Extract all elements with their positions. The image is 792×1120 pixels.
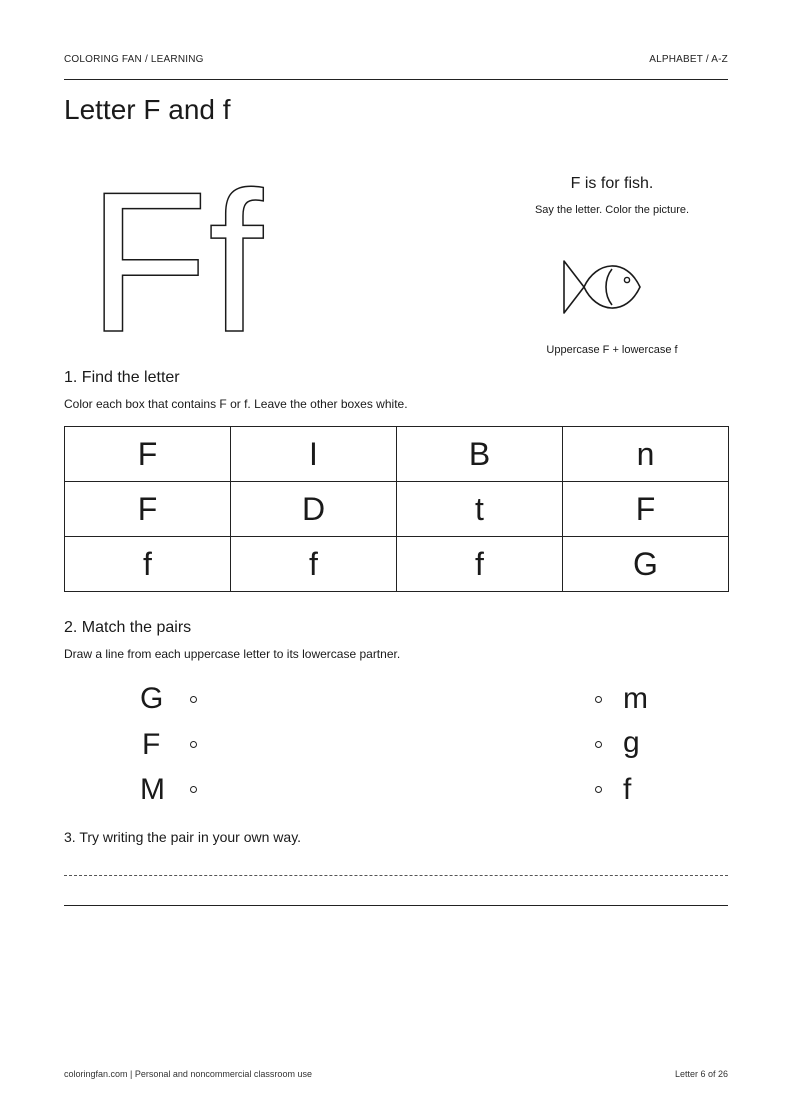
- header-site-label: COLORING FAN / LEARNING: [64, 54, 204, 65]
- grid-cell[interactable]: f: [65, 537, 231, 592]
- grid-row: [65, 537, 729, 592]
- grid-cell[interactable]: n: [563, 427, 729, 482]
- header-divider: [64, 79, 728, 80]
- section1-title: 1. Find the letter: [64, 369, 180, 386]
- match-right-letter: f: [623, 773, 632, 806]
- section3-title: 3. Try writing the pair in your own way.: [64, 829, 302, 845]
- grid-cell[interactable]: f: [397, 537, 563, 592]
- grid-cell[interactable]: D: [231, 482, 397, 537]
- header-category-label: ALPHABET / A-Z: [649, 54, 728, 65]
- fish-note: Uppercase F + lowercase f: [546, 344, 678, 356]
- grid-cell[interactable]: B: [397, 427, 563, 482]
- footer-site-note: coloringfan.com | Personal and noncommercial classroom use: [64, 1069, 312, 1079]
- match-right-letter: m: [623, 682, 648, 715]
- grid-cell[interactable]: f: [231, 537, 397, 592]
- grid-row: [65, 427, 729, 482]
- outline-letters-ff: [86, 176, 286, 341]
- match-right-dot[interactable]: [595, 741, 602, 748]
- grid-cell[interactable]: F: [65, 482, 231, 537]
- grid-row: [65, 482, 729, 537]
- writing-baseline[interactable]: [64, 905, 728, 906]
- grid-cell[interactable]: F: [65, 427, 231, 482]
- find-letter-grid: [64, 426, 729, 592]
- match-left-letter: F: [142, 728, 161, 761]
- section1-instruction: Color each box that contains F or f. Leave the other boxes white.: [64, 397, 408, 411]
- fish-instruction: Say the letter. Color the picture.: [534, 204, 690, 216]
- match-right-dot[interactable]: [595, 786, 602, 793]
- grid-cell[interactable]: G: [563, 537, 729, 592]
- fish-icon: [560, 255, 644, 319]
- grid-cell[interactable]: t: [397, 482, 563, 537]
- grid-cell[interactable]: I: [231, 427, 397, 482]
- section2-title: 2. Match the pairs: [64, 619, 192, 636]
- footer-page-count: Letter 6 of 26: [674, 1069, 728, 1079]
- outline-letters-text: Ff: [88, 176, 264, 341]
- page-title: Letter F and f: [64, 94, 231, 125]
- grid-cell[interactable]: F: [563, 482, 729, 537]
- match-left-dot[interactable]: [190, 696, 197, 703]
- match-left-dot[interactable]: [190, 786, 197, 793]
- writing-guide-dashed-line: [64, 875, 728, 876]
- section2-instruction: Draw a line from each uppercase letter to its lowercase partner.: [64, 647, 401, 661]
- match-left-letter: G: [140, 682, 164, 715]
- match-left-letter: M: [140, 773, 165, 806]
- match-left-dot[interactable]: [190, 741, 197, 748]
- fish-title: F is for fish.: [570, 175, 654, 192]
- match-right-dot[interactable]: [595, 696, 602, 703]
- match-right-letter: g: [623, 726, 640, 759]
